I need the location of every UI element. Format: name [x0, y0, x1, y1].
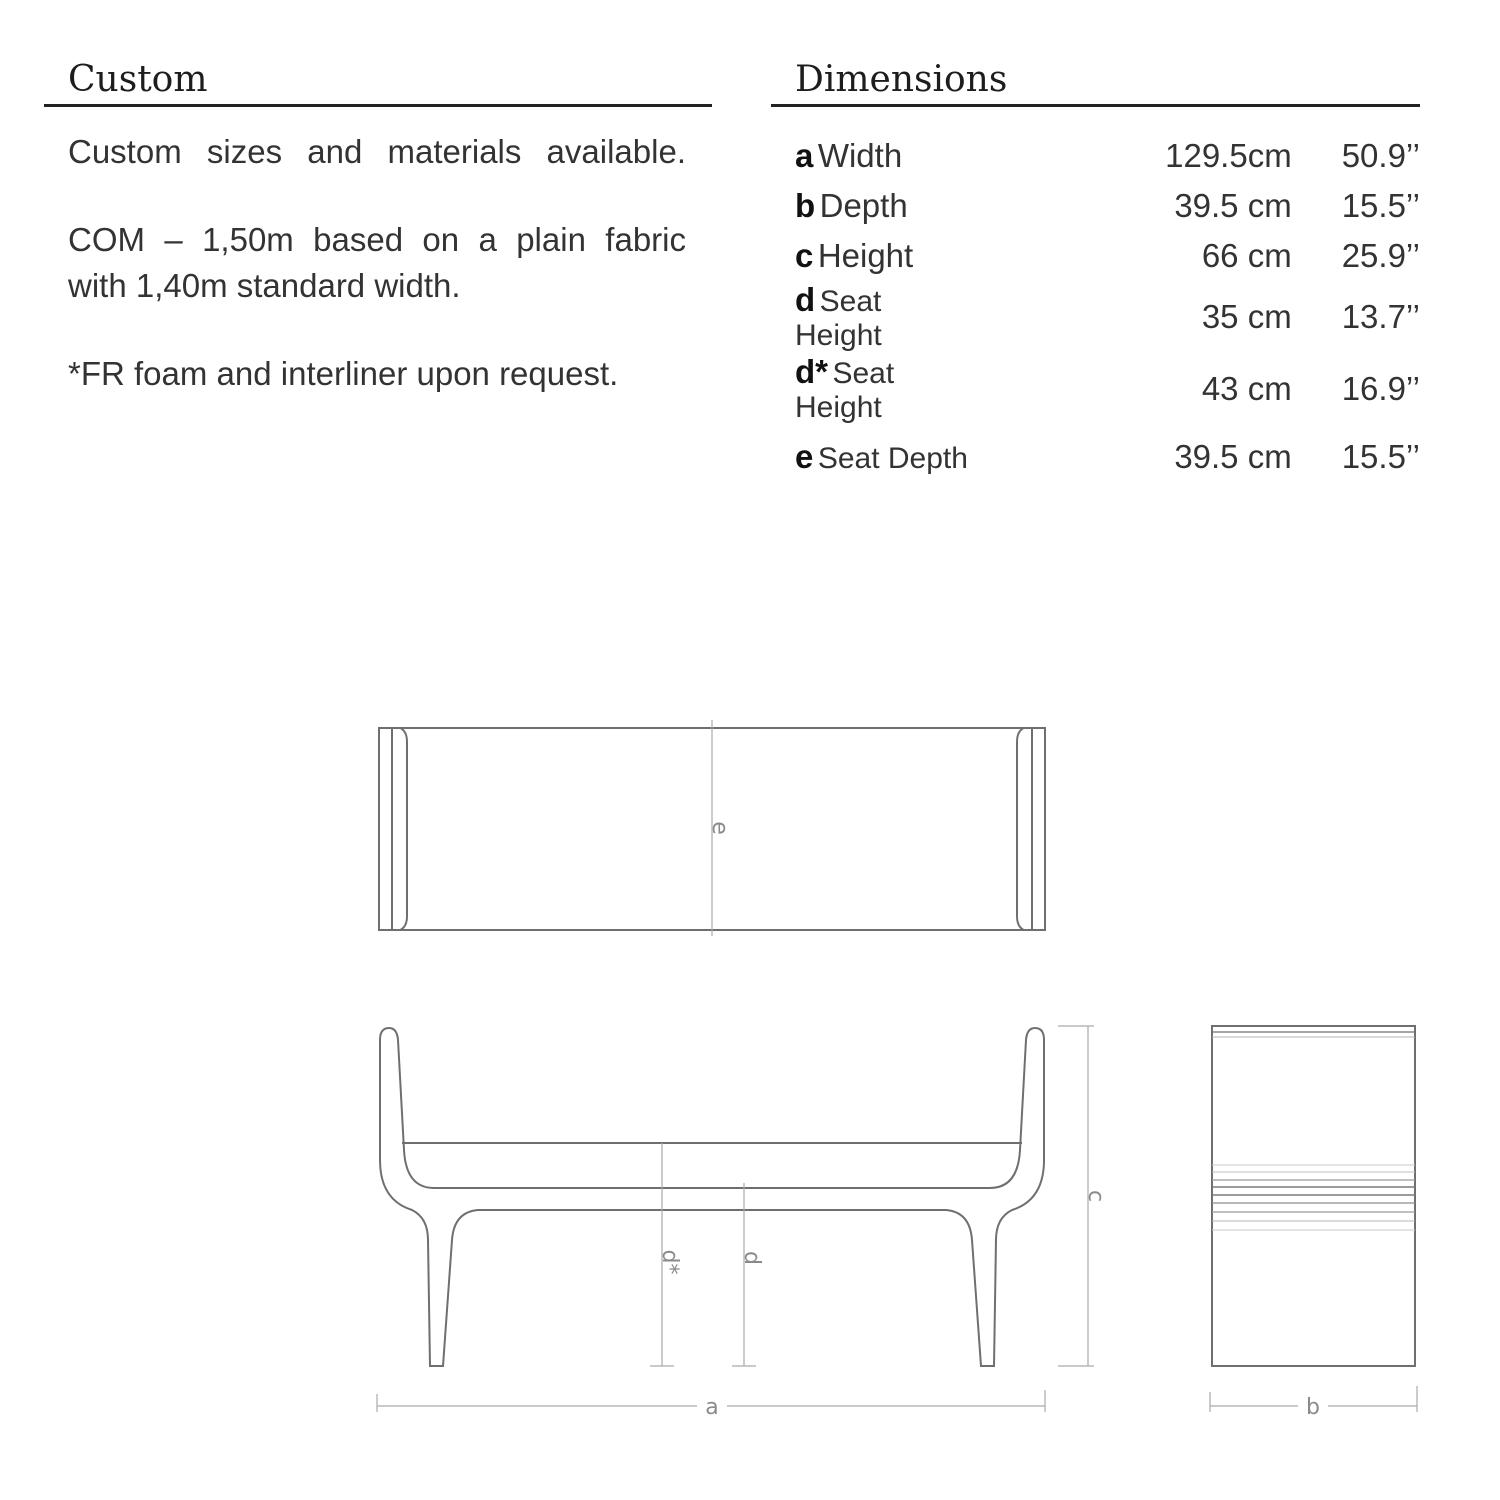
bench-front-outline	[380, 1028, 1044, 1366]
dimension-label: Seat Depth	[817, 442, 968, 475]
label-d-star: d*	[657, 1249, 682, 1275]
custom-title: Custom	[68, 59, 208, 100]
dimension-label: Height	[817, 237, 914, 274]
com-text-line2: with 1,40m standard width.	[68, 267, 461, 304]
side-view	[1210, 1026, 1417, 1420]
front-view	[377, 1026, 1108, 1420]
label-d: d	[739, 1251, 764, 1265]
dimension-code: b	[795, 187, 816, 224]
dimension-metric: 39.5 cm	[1174, 438, 1292, 475]
dimension-code: c	[795, 237, 814, 274]
dimension-metric: 66 cm	[1201, 237, 1292, 274]
dimension-metric: 129.5cm	[1165, 137, 1292, 174]
label-e: e	[707, 821, 732, 835]
dimensions-title: Dimensions	[795, 59, 1008, 100]
dimension-imperial: 15.5’’	[1341, 438, 1420, 475]
label-b: b	[1306, 1395, 1320, 1420]
dimension-label: Depth	[819, 187, 908, 224]
dimension-imperial: 50.9’’	[1341, 137, 1420, 174]
top-view-right-seat-edge	[1017, 728, 1024, 930]
fr-foam-text: *FR foam and interliner upon request.	[68, 355, 619, 392]
dimension-label: Seat Height	[795, 285, 882, 352]
com-text-line1: COM – 1,50m based on a plain fabric	[68, 221, 686, 258]
dimension-label: Seat Height	[795, 357, 895, 424]
dimension-imperial: 13.7’’	[1341, 298, 1420, 335]
label-a: a	[705, 1395, 719, 1420]
label-c: c	[1083, 1189, 1108, 1203]
dimension-code: e	[795, 438, 814, 475]
custom-sizes-text: Custom sizes and materials available.	[68, 133, 686, 170]
dimension-code: d*	[795, 353, 828, 390]
dimension-metric: 35 cm	[1201, 298, 1292, 335]
dimension-label: Width	[817, 137, 903, 174]
dimension-imperial: 16.9’’	[1341, 370, 1420, 407]
dimension-metric: 43 cm	[1201, 370, 1292, 407]
side-view-outline	[1212, 1026, 1415, 1366]
dimension-imperial: 25.9’’	[1341, 237, 1420, 274]
top-view-left-seat-edge	[400, 728, 407, 930]
dimension-imperial: 15.5’’	[1341, 187, 1420, 224]
dimension-code: d	[795, 281, 816, 318]
dimension-metric: 39.5 cm	[1174, 187, 1292, 224]
top-view	[379, 720, 1045, 936]
dimension-code: a	[795, 137, 814, 174]
